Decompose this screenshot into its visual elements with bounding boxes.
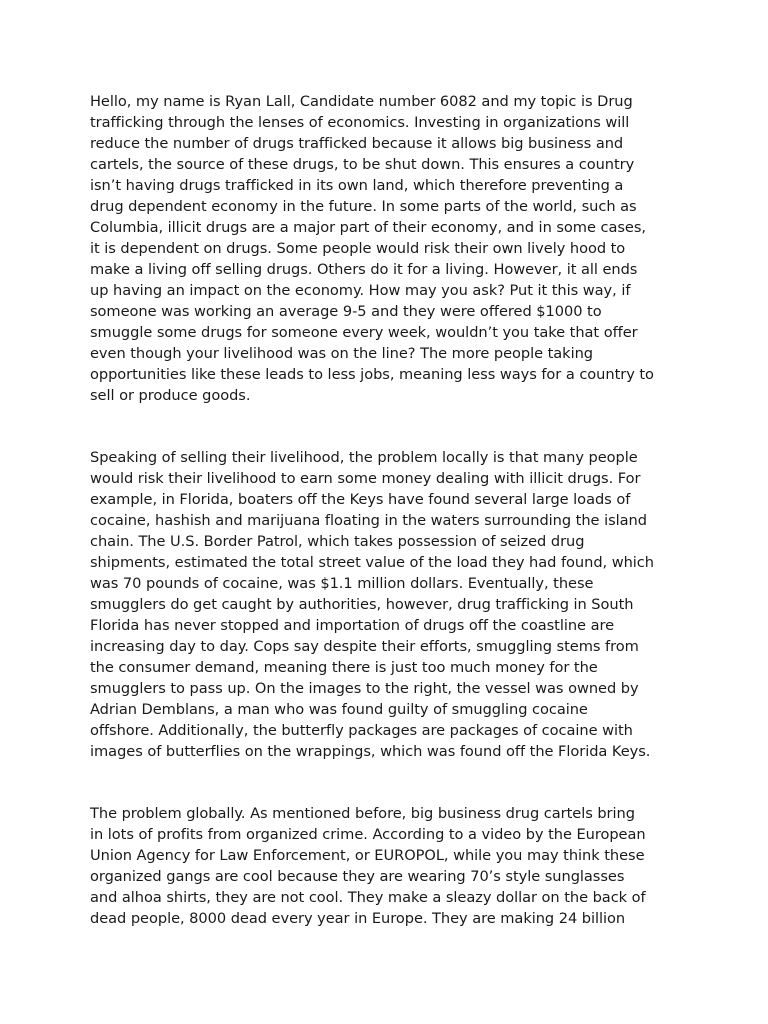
text-line: would risk their livelihood to earn some money dealing with illicit drugs. For [90,470,641,487]
text-line: drug dependent economy in the future. In some parts of the world, such as [90,198,637,215]
text-line: cocaine, hashish and marijuana floating in the waters surrounding the island [90,512,647,529]
text-line: organized gangs are cool because they are wearing 70’s style sunglasses [90,868,625,885]
text-line: offshore. Additionally, the butterfly packages are packages of cocaine with [90,722,633,739]
text-line: smugglers to pass up. On the images to the right, the vessel was owned by [90,680,639,697]
text-line: shipments, estimated the total street value of the load they had found, which [90,554,654,571]
text-line: Adrian Demblans, a man who was found guilty of smuggling cocaine [90,701,588,718]
text-line: increasing day to day. Cops say despite their efforts, smuggling stems from [90,638,639,655]
text-line: Speaking of selling their livelihood, the problem locally is that many people [90,449,638,466]
text-line: isn’t having drugs trafficked in its own land, which therefore preventing a [90,177,624,194]
text-line: Florida has never stopped and importation of drugs off the coastline are [90,617,615,634]
paragraph-local-problem [90,447,690,762]
text-line: make a living off selling drugs. Others do it for a living. However, it all ends [90,261,638,278]
text-line: example, in Florida, boaters off the Keys have found several large loads of [90,491,631,508]
paragraph-global-problem [90,803,690,929]
text-line: cartels, the source of these drugs, to be shut down. This ensures a country [90,156,635,173]
text-line: reduce the number of drugs trafficked because it allows big business and [90,135,624,152]
text-line: The problem globally. As mentioned before, big business drug cartels bring [90,805,635,822]
paragraph-intro [90,91,690,406]
text-line: Columbia, illicit drugs are a major part of their economy, and in some cases, [90,219,646,236]
text-line: and alhoa shirts, they are not cool. They make a sleazy dollar on the back of [90,889,646,906]
text-line: someone was working an average 9-5 and they were offered $1000 to [90,303,602,320]
text-line: Hello, my name is Ryan Lall, Candidate number 6082 and my topic is Drug [90,93,633,110]
text-line: chain. The U.S. Border Patrol, which takes possession of seized drug [90,533,585,550]
text-line: smugglers do get caught by authorities, however, drug trafficking in South [90,596,634,613]
text-line: Union Agency for Law Enforcement, or EUROPOL, while you may think these [90,847,645,864]
text-line: in lots of profits from organized crime. According to a video by the European [90,826,646,843]
text-line: trafficking through the lenses of economics. Investing in organizations will [90,114,630,131]
text-line: images of butterflies on the wrappings, which was found off the Florida Keys. [90,743,651,760]
text-line: opportunities like these leads to less jobs, meaning less ways for a country to [90,366,654,383]
text-line: even though your livelihood was on the line? The more people taking [90,345,593,362]
text-line: it is dependent on drugs. Some people would risk their own lively hood to [90,240,626,257]
text-line: smuggle some drugs for someone every week, wouldn’t you take that offer [90,324,638,341]
text-line: the consumer demand, meaning there is just too much money for the [90,659,598,676]
text-line: up having an impact on the economy. How may you ask? Put it this way, if [90,282,631,299]
text-line: dead people, 8000 dead every year in Europe. They are making 24 billion [90,910,626,927]
text-line: was 70 pounds of cocaine, was $1.1 million dollars. Eventually, these [90,575,594,592]
text-line: sell or produce goods. [90,387,251,404]
